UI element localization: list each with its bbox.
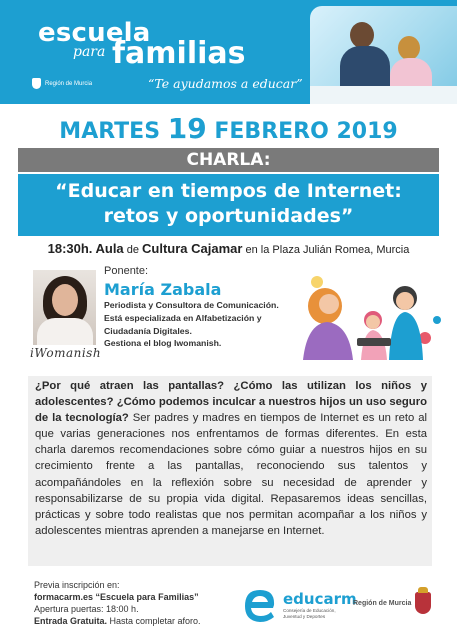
date-day-name: MARTES: [59, 119, 161, 144]
footer-registration-site: formacarm.es “Escuela para Familias”: [34, 592, 199, 602]
educarm-e-icon: [243, 588, 277, 622]
date-month-year: FEBRERO 2019: [214, 119, 398, 144]
venue-name: Cultura Cajamar: [142, 241, 243, 256]
event-time: 18:30h.: [47, 241, 93, 256]
description-questions: ¿Por qué atraen las pantallas? ¿Cómo las utilizan los niños y adolescentes? ¿Cómo podemos inculcar a nuestros hijos un uso seguro de la tecnología?: [35, 380, 427, 425]
footer-capacity: Hasta completar aforo.: [107, 616, 201, 626]
event-venue: [0, 241, 457, 256]
footer-registration-label: Previa inscripción en:: [34, 580, 120, 590]
bio-line: Gestiona el blog Iwomanish.: [104, 338, 222, 349]
logo-escuela: escuela: [38, 18, 151, 48]
event-title: [18, 174, 439, 236]
educarm-sub-1: Consejería de Educación,: [283, 608, 336, 614]
educarm-sub-2: Juventud y Deportes: [283, 614, 326, 619]
footer-doors-open: Apertura puertas: 18:00 h.: [34, 604, 139, 614]
speaker-role-label: Ponente:: [104, 265, 149, 277]
bio-line: Ciudadanía Digitales.: [104, 325, 192, 336]
venue-de: de: [126, 244, 139, 256]
family-photo: [310, 6, 457, 104]
logo-para: para: [73, 44, 106, 60]
family-illustration: [297, 268, 447, 360]
venue-aula: Aula: [95, 241, 124, 256]
speaker-photo: [33, 270, 96, 345]
region-crest-icon: [32, 78, 41, 89]
description-body: Ser padres y madres en tiempos de Internet es un reto al que varias generaciones nos enfrentamos de formas diferentes. En esta charla daremos recomendaciones sobre cómo guiar a nuestros hijos en su crecimiento frente a las pantallas, reconociendo sus talentos y acompañándoles en la reflexión sobre su necesidad de aprender y responsabilizarse de su propia vida digital. Repasaremos ideas sencillas, prácticas y sobre todo realistas que nos permitan acompañar a los niños y adolescentes mientras aprenden a manejarse en Internet.: [35, 412, 427, 537]
region-crest-icon: [415, 592, 431, 614]
event-type-bar: CHARLA:: [18, 148, 439, 172]
header-banner: [0, 0, 457, 104]
date-day-number: 19: [167, 112, 207, 145]
blog-logo: iWomanish: [30, 346, 102, 360]
footer-region-logo: [353, 592, 431, 614]
footer-info: [34, 579, 201, 627]
header-region-label: Región de Murcia: [45, 80, 93, 87]
venue-address: en la Plaza Julián Romea, Murcia: [245, 244, 410, 256]
speaker-bio: [104, 299, 304, 350]
bio-line: Está especializada en Alfabetización y: [104, 312, 262, 323]
header-tagline: “Te ayudamos a educar”: [148, 76, 303, 91]
description-text: [35, 378, 427, 539]
footer-free-entry: Entrada Gratuita.: [34, 616, 108, 626]
header-region: [32, 78, 92, 89]
footer-region-label: Región de Murcia: [353, 599, 412, 607]
logo-familias: familias: [112, 36, 246, 71]
bio-line: Periodista y Consultora de Comunicación.: [104, 300, 279, 310]
event-date: [0, 112, 457, 145]
educarm-logo: [243, 588, 357, 622]
educarm-brand: educarm: [283, 590, 357, 609]
title-line-2: retos y oportunidades”: [103, 205, 354, 227]
title-line-1: “Educar en tiempos de Internet:: [55, 180, 402, 202]
speaker-name: María Zabala: [104, 280, 222, 299]
